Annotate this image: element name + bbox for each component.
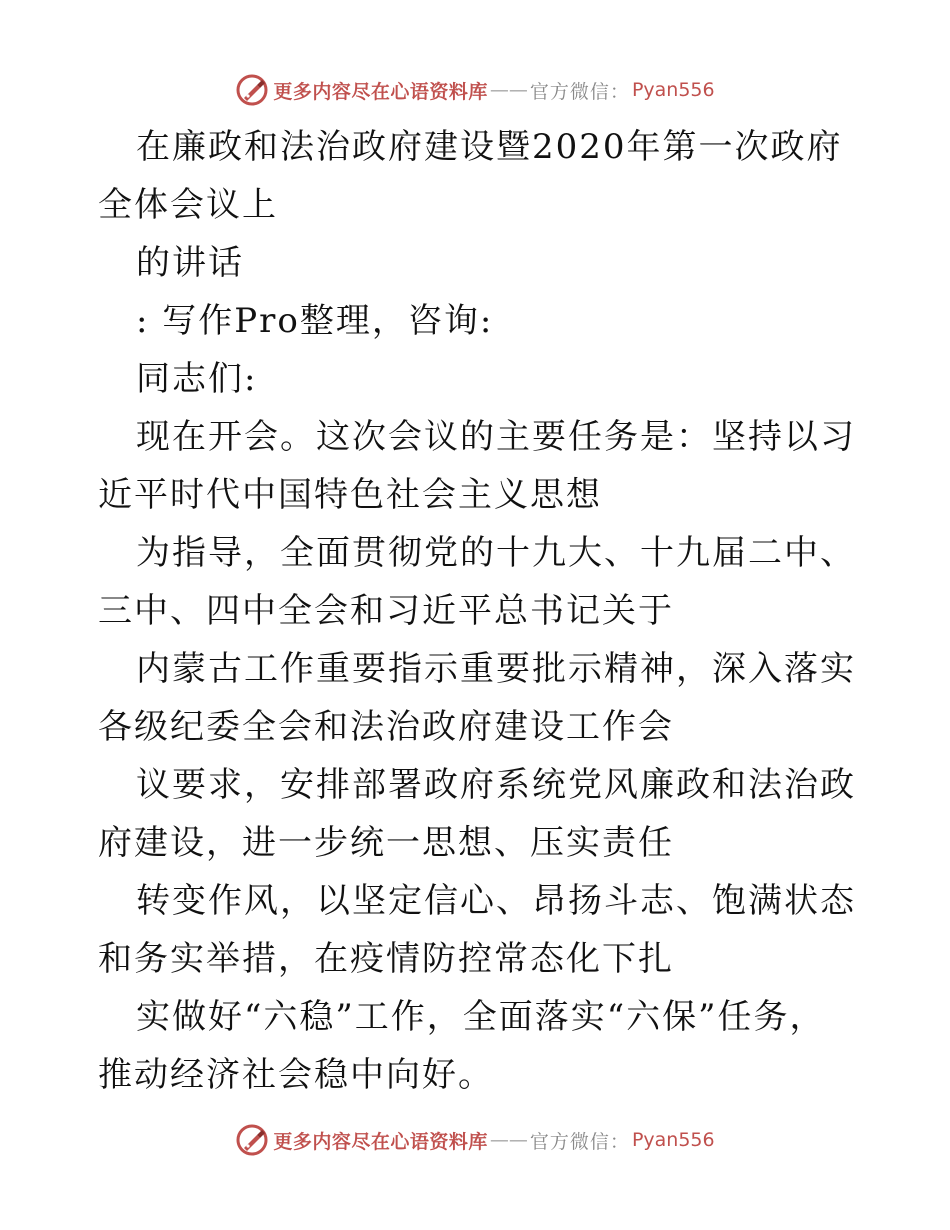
- banner-site-text: 更多内容尽在心语资料库: [273, 1130, 488, 1153]
- banner-site-text: 更多内容尽在心语资料库: [273, 80, 488, 103]
- pen-nib-logo-icon: [235, 1123, 269, 1157]
- banner-dash: ——: [489, 1129, 528, 1151]
- document-paragraph: 为指导，全面贯彻党的十九大、十九届二中、三中、四中全会和习近平总书记关于: [98, 533, 856, 631]
- banner-wechat-id: Pyan556: [631, 79, 715, 101]
- banner-dash: ——: [489, 79, 528, 101]
- document-paragraph: 议要求，安排部署政府系统党风廉政和法治政府建设，进一步统一思想、压实责任: [98, 765, 856, 863]
- document-paragraph: 内蒙古工作重要指示重要批示精神，深入落实各级纪委全会和法治政府建设工作会: [98, 649, 856, 747]
- document-title: 在廉政和法治政府建设暨2020年第一次政府全体会议上: [98, 127, 843, 225]
- document-paragraph: 转变作风，以坚定信心、昂扬斗志、饱满状态和务实举措，在疫情防控常态化下扎: [98, 881, 856, 979]
- document-paragraph: 现在开会。这次会议的主要任务是：坚持以习近平时代中国特色社会主义思想: [98, 417, 856, 515]
- banner-official-text: 官方微信：: [529, 1130, 630, 1153]
- document-subtitle: 的讲话: [136, 243, 244, 283]
- pen-nib-logo-icon: [235, 73, 269, 107]
- banner-wechat-id: Pyan556: [631, 1129, 715, 1151]
- document-source-line: : 写作Pro整理，咨询:: [136, 301, 494, 341]
- document-salutation: 同志们:: [136, 359, 258, 399]
- document-body: [98, 118, 858, 1104]
- header-banner: [0, 70, 950, 110]
- banner-official-text: 官方微信：: [529, 80, 630, 103]
- footer-banner: [0, 1120, 950, 1160]
- document-paragraph: 实做好“六稳”工作，全面落实“六保”任务，推动经济社会稳中向好。: [98, 997, 826, 1095]
